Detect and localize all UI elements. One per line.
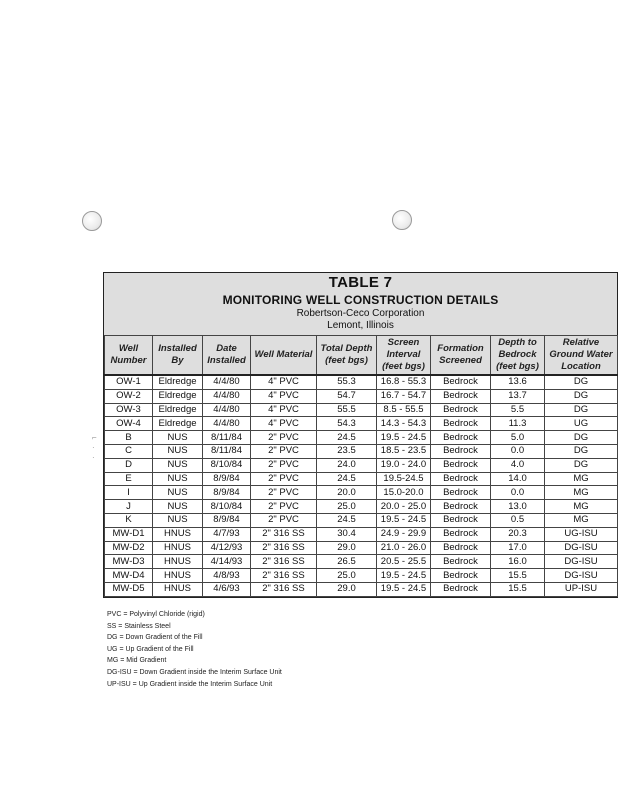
table-cell: 4" PVC — [251, 375, 317, 389]
table-cell: MG — [545, 500, 618, 514]
table-cell: 18.5 - 23.5 — [377, 444, 431, 458]
table-cell: OW-3 — [105, 403, 153, 417]
table-cell: 4.0 — [491, 458, 545, 472]
table-cell: 15.5 — [491, 569, 545, 583]
punch-hole-left — [82, 211, 102, 231]
note-line: SS = Stainless Steel — [107, 622, 171, 630]
table-cell: 11.3 — [491, 417, 545, 431]
table-cell: 2" PVC — [251, 458, 317, 472]
table-cell: UG-ISU — [545, 527, 618, 541]
table-cell: 2" 316 SS — [251, 582, 317, 596]
table-cell: 20.0 — [317, 486, 377, 500]
column-header: Relative Ground Water Location — [545, 336, 618, 376]
table-cell: UP-ISU — [545, 582, 618, 596]
company-name: Robertson-Ceco Corporation — [296, 308, 425, 319]
table-cell: 2" PVC — [251, 472, 317, 486]
column-header: Screen Interval (feet bgs) — [377, 336, 431, 376]
table-cell: OW-1 — [105, 375, 153, 389]
table-cell: HNUS — [153, 527, 203, 541]
table-row — [105, 569, 618, 583]
table-cell: 2" PVC — [251, 500, 317, 514]
table-cell: HNUS — [153, 555, 203, 569]
site-location: Lemont, Illinois — [327, 320, 394, 331]
note-line: PVC = Polyvinyl Chloride (rigid) — [107, 611, 205, 618]
note-line: UP-ISU = Up Gradient inside the Interim Surface Unit — [107, 680, 273, 688]
table-cell: 8/11/84 — [203, 444, 251, 458]
table-cell: 19.5 - 24.5 — [377, 431, 431, 445]
table-cell: 4" PVC — [251, 403, 317, 417]
table-header-row — [105, 336, 618, 376]
table-subtitle: MONITORING WELL CONSTRUCTION DETAILS — [222, 293, 499, 307]
table-cell: 4/6/93 — [203, 582, 251, 596]
table-row — [105, 403, 618, 417]
table-cell: 4/4/80 — [203, 389, 251, 403]
table-cell: 15.5 — [491, 582, 545, 596]
table-cell: 16.7 - 54.7 — [377, 389, 431, 403]
table-cell: 24.5 — [317, 472, 377, 486]
table-cell: DG-ISU — [545, 541, 618, 555]
table-cell: NUS — [153, 444, 203, 458]
column-header: Depth to Bedrock (feet bgs) — [491, 336, 545, 376]
table-row — [105, 486, 618, 500]
table-cell: MG — [545, 513, 618, 527]
table-cell: 21.0 - 26.0 — [377, 541, 431, 555]
table-cell: Eldredge — [153, 417, 203, 431]
table-cell: 55.5 — [317, 403, 377, 417]
table-cell: 8/11/84 — [203, 431, 251, 445]
table-cell: 14.0 — [491, 472, 545, 486]
table-cell: Bedrock — [431, 417, 491, 431]
table-cell: NUS — [153, 500, 203, 514]
column-header: Total Depth (feet bgs) — [317, 336, 377, 376]
table-cell: D — [105, 458, 153, 472]
note-line: DG-ISU = Down Gradient inside the Interim Surface Unit — [107, 668, 282, 676]
table-cell: Bedrock — [431, 527, 491, 541]
table-cell: Bedrock — [431, 582, 491, 596]
table-cell: E — [105, 472, 153, 486]
table-cell: Bedrock — [431, 444, 491, 458]
table-cell: 19.5 - 24.5 — [377, 582, 431, 596]
table-cell: Bedrock — [431, 513, 491, 527]
table-cell: 5.5 — [491, 403, 545, 417]
table-cell: Bedrock — [431, 431, 491, 445]
table-cell: NUS — [153, 472, 203, 486]
table-cell: 4/8/93 — [203, 569, 251, 583]
note-line: MG = Mid Gradient — [107, 657, 167, 665]
table-cell: 2" PVC — [251, 513, 317, 527]
table-cell: Eldredge — [153, 403, 203, 417]
table-cell: Bedrock — [431, 500, 491, 514]
table-cell: J — [105, 500, 153, 514]
table-cell: DG — [545, 431, 618, 445]
table-cell: 55.3 — [317, 375, 377, 389]
table-cell: MW-D4 — [105, 569, 153, 583]
table-cell: 15.0-20.0 — [377, 486, 431, 500]
table-cell: K — [105, 513, 153, 527]
column-header: Formation Screened — [431, 336, 491, 376]
table-cell: 4/4/80 — [203, 417, 251, 431]
table-cell: Bedrock — [431, 389, 491, 403]
table-cell: NUS — [153, 513, 203, 527]
well-construction-table — [104, 335, 618, 597]
table-cell: 24.5 — [317, 513, 377, 527]
table-cell: MW-D2 — [105, 541, 153, 555]
table-cell: DG — [545, 458, 618, 472]
table-cell: 4" PVC — [251, 389, 317, 403]
table-cell: Eldredge — [153, 389, 203, 403]
table-cell: 4/12/93 — [203, 541, 251, 555]
table-cell: MW-D5 — [105, 582, 153, 596]
table-cell: 0.0 — [491, 486, 545, 500]
abbreviation-notes — [107, 609, 282, 690]
table-row — [105, 431, 618, 445]
table-cell: 16.0 — [491, 555, 545, 569]
table-row — [105, 389, 618, 403]
table-cell: 13.7 — [491, 389, 545, 403]
note-line: DG = Down Gradient of the Fill — [107, 634, 203, 642]
table-cell: 19.5 - 24.5 — [377, 513, 431, 527]
table-cell: Bedrock — [431, 472, 491, 486]
table-cell: 8/9/84 — [203, 486, 251, 500]
table-cell: Eldredge — [153, 375, 203, 389]
table-cell: 4/7/93 — [203, 527, 251, 541]
table-cell: HNUS — [153, 582, 203, 596]
table-cell: 16.8 - 55.3 — [377, 375, 431, 389]
table-row — [105, 458, 618, 472]
table-cell: 4/14/93 — [203, 555, 251, 569]
table-cell: OW-2 — [105, 389, 153, 403]
well-construction-table-box — [103, 272, 618, 598]
table-cell: 24.5 — [317, 431, 377, 445]
scan-specks: ⌐ · · — [92, 433, 97, 462]
table-cell: DG — [545, 444, 618, 458]
table-cell: OW-4 — [105, 417, 153, 431]
table-cell: 24.9 - 29.9 — [377, 527, 431, 541]
table-cell: 2" PVC — [251, 486, 317, 500]
table-cell: 0.0 — [491, 444, 545, 458]
table-cell: HNUS — [153, 569, 203, 583]
column-header: Well Number — [105, 336, 153, 376]
table-cell: DG — [545, 389, 618, 403]
table-cell: Bedrock — [431, 569, 491, 583]
table-cell: MG — [545, 486, 618, 500]
table-cell: 30.4 — [317, 527, 377, 541]
table-cell: 4" PVC — [251, 417, 317, 431]
table-cell: I — [105, 486, 153, 500]
table-cell: MW-D1 — [105, 527, 153, 541]
table-title: TABLE 7 — [328, 274, 393, 291]
table-row — [105, 444, 618, 458]
table-cell: 20.5 - 25.5 — [377, 555, 431, 569]
table-cell: 8/9/84 — [203, 513, 251, 527]
table-cell: 26.5 — [317, 555, 377, 569]
table-cell: DG-ISU — [545, 555, 618, 569]
table-cell: 29.0 — [317, 541, 377, 555]
table-cell: 4/4/80 — [203, 375, 251, 389]
table-cell: 54.7 — [317, 389, 377, 403]
table-cell: 8/10/84 — [203, 500, 251, 514]
note-line: UG = Up Gradient of the Fill — [107, 645, 194, 653]
table-cell: 14.3 - 54.3 — [377, 417, 431, 431]
table-cell: Bedrock — [431, 375, 491, 389]
table-cell: 2" 316 SS — [251, 555, 317, 569]
table-cell: 13.0 — [491, 500, 545, 514]
table-cell: 19.0 - 24.0 — [377, 458, 431, 472]
column-header: Installed By — [153, 336, 203, 376]
table-cell: DG-ISU — [545, 569, 618, 583]
table-cell: 5.0 — [491, 431, 545, 445]
table-cell: 20.0 - 25.0 — [377, 500, 431, 514]
table-title-area — [104, 273, 617, 335]
table-cell: 25.0 — [317, 500, 377, 514]
table-cell: DG — [545, 403, 618, 417]
table-cell: 8/10/84 — [203, 458, 251, 472]
table-cell: 8/9/84 — [203, 472, 251, 486]
table-cell: NUS — [153, 431, 203, 445]
table-cell: Bedrock — [431, 555, 491, 569]
table-cell: 24.0 — [317, 458, 377, 472]
table-cell: NUS — [153, 458, 203, 472]
table-row — [105, 417, 618, 431]
table-cell: MG — [545, 472, 618, 486]
table-cell: 20.3 — [491, 527, 545, 541]
table-cell: 4/4/80 — [203, 403, 251, 417]
table-cell: DG — [545, 375, 618, 389]
table-cell: NUS — [153, 486, 203, 500]
table-cell: 0.5 — [491, 513, 545, 527]
table-cell: 2" 316 SS — [251, 569, 317, 583]
table-cell: 8.5 - 55.5 — [377, 403, 431, 417]
table-cell: 19.5-24.5 — [377, 472, 431, 486]
table-cell: Bedrock — [431, 486, 491, 500]
table-cell: 23.5 — [317, 444, 377, 458]
table-cell: Bedrock — [431, 458, 491, 472]
table-cell: HNUS — [153, 541, 203, 555]
table-row — [105, 513, 618, 527]
table-cell: 2" PVC — [251, 444, 317, 458]
table-body — [105, 375, 618, 596]
table-row — [105, 500, 618, 514]
table-cell: 54.3 — [317, 417, 377, 431]
punch-hole-right — [392, 210, 412, 230]
table-row — [105, 527, 618, 541]
table-cell: 17.0 — [491, 541, 545, 555]
table-cell: UG — [545, 417, 618, 431]
table-cell: C — [105, 444, 153, 458]
table-row — [105, 582, 618, 596]
table-cell: 19.5 - 24.5 — [377, 569, 431, 583]
table-cell: 2" 316 SS — [251, 527, 317, 541]
column-header: Date Installed — [203, 336, 251, 376]
table-cell: 13.6 — [491, 375, 545, 389]
table-cell: MW-D3 — [105, 555, 153, 569]
table-cell: 29.0 — [317, 582, 377, 596]
table-row — [105, 541, 618, 555]
table-cell: 2" PVC — [251, 431, 317, 445]
table-row — [105, 472, 618, 486]
table-row — [105, 375, 618, 389]
table-cell: Bedrock — [431, 403, 491, 417]
table-cell: 2" 316 SS — [251, 541, 317, 555]
table-cell: Bedrock — [431, 541, 491, 555]
column-header: Well Material — [251, 336, 317, 376]
table-row — [105, 555, 618, 569]
table-cell: 25.0 — [317, 569, 377, 583]
table-cell: B — [105, 431, 153, 445]
